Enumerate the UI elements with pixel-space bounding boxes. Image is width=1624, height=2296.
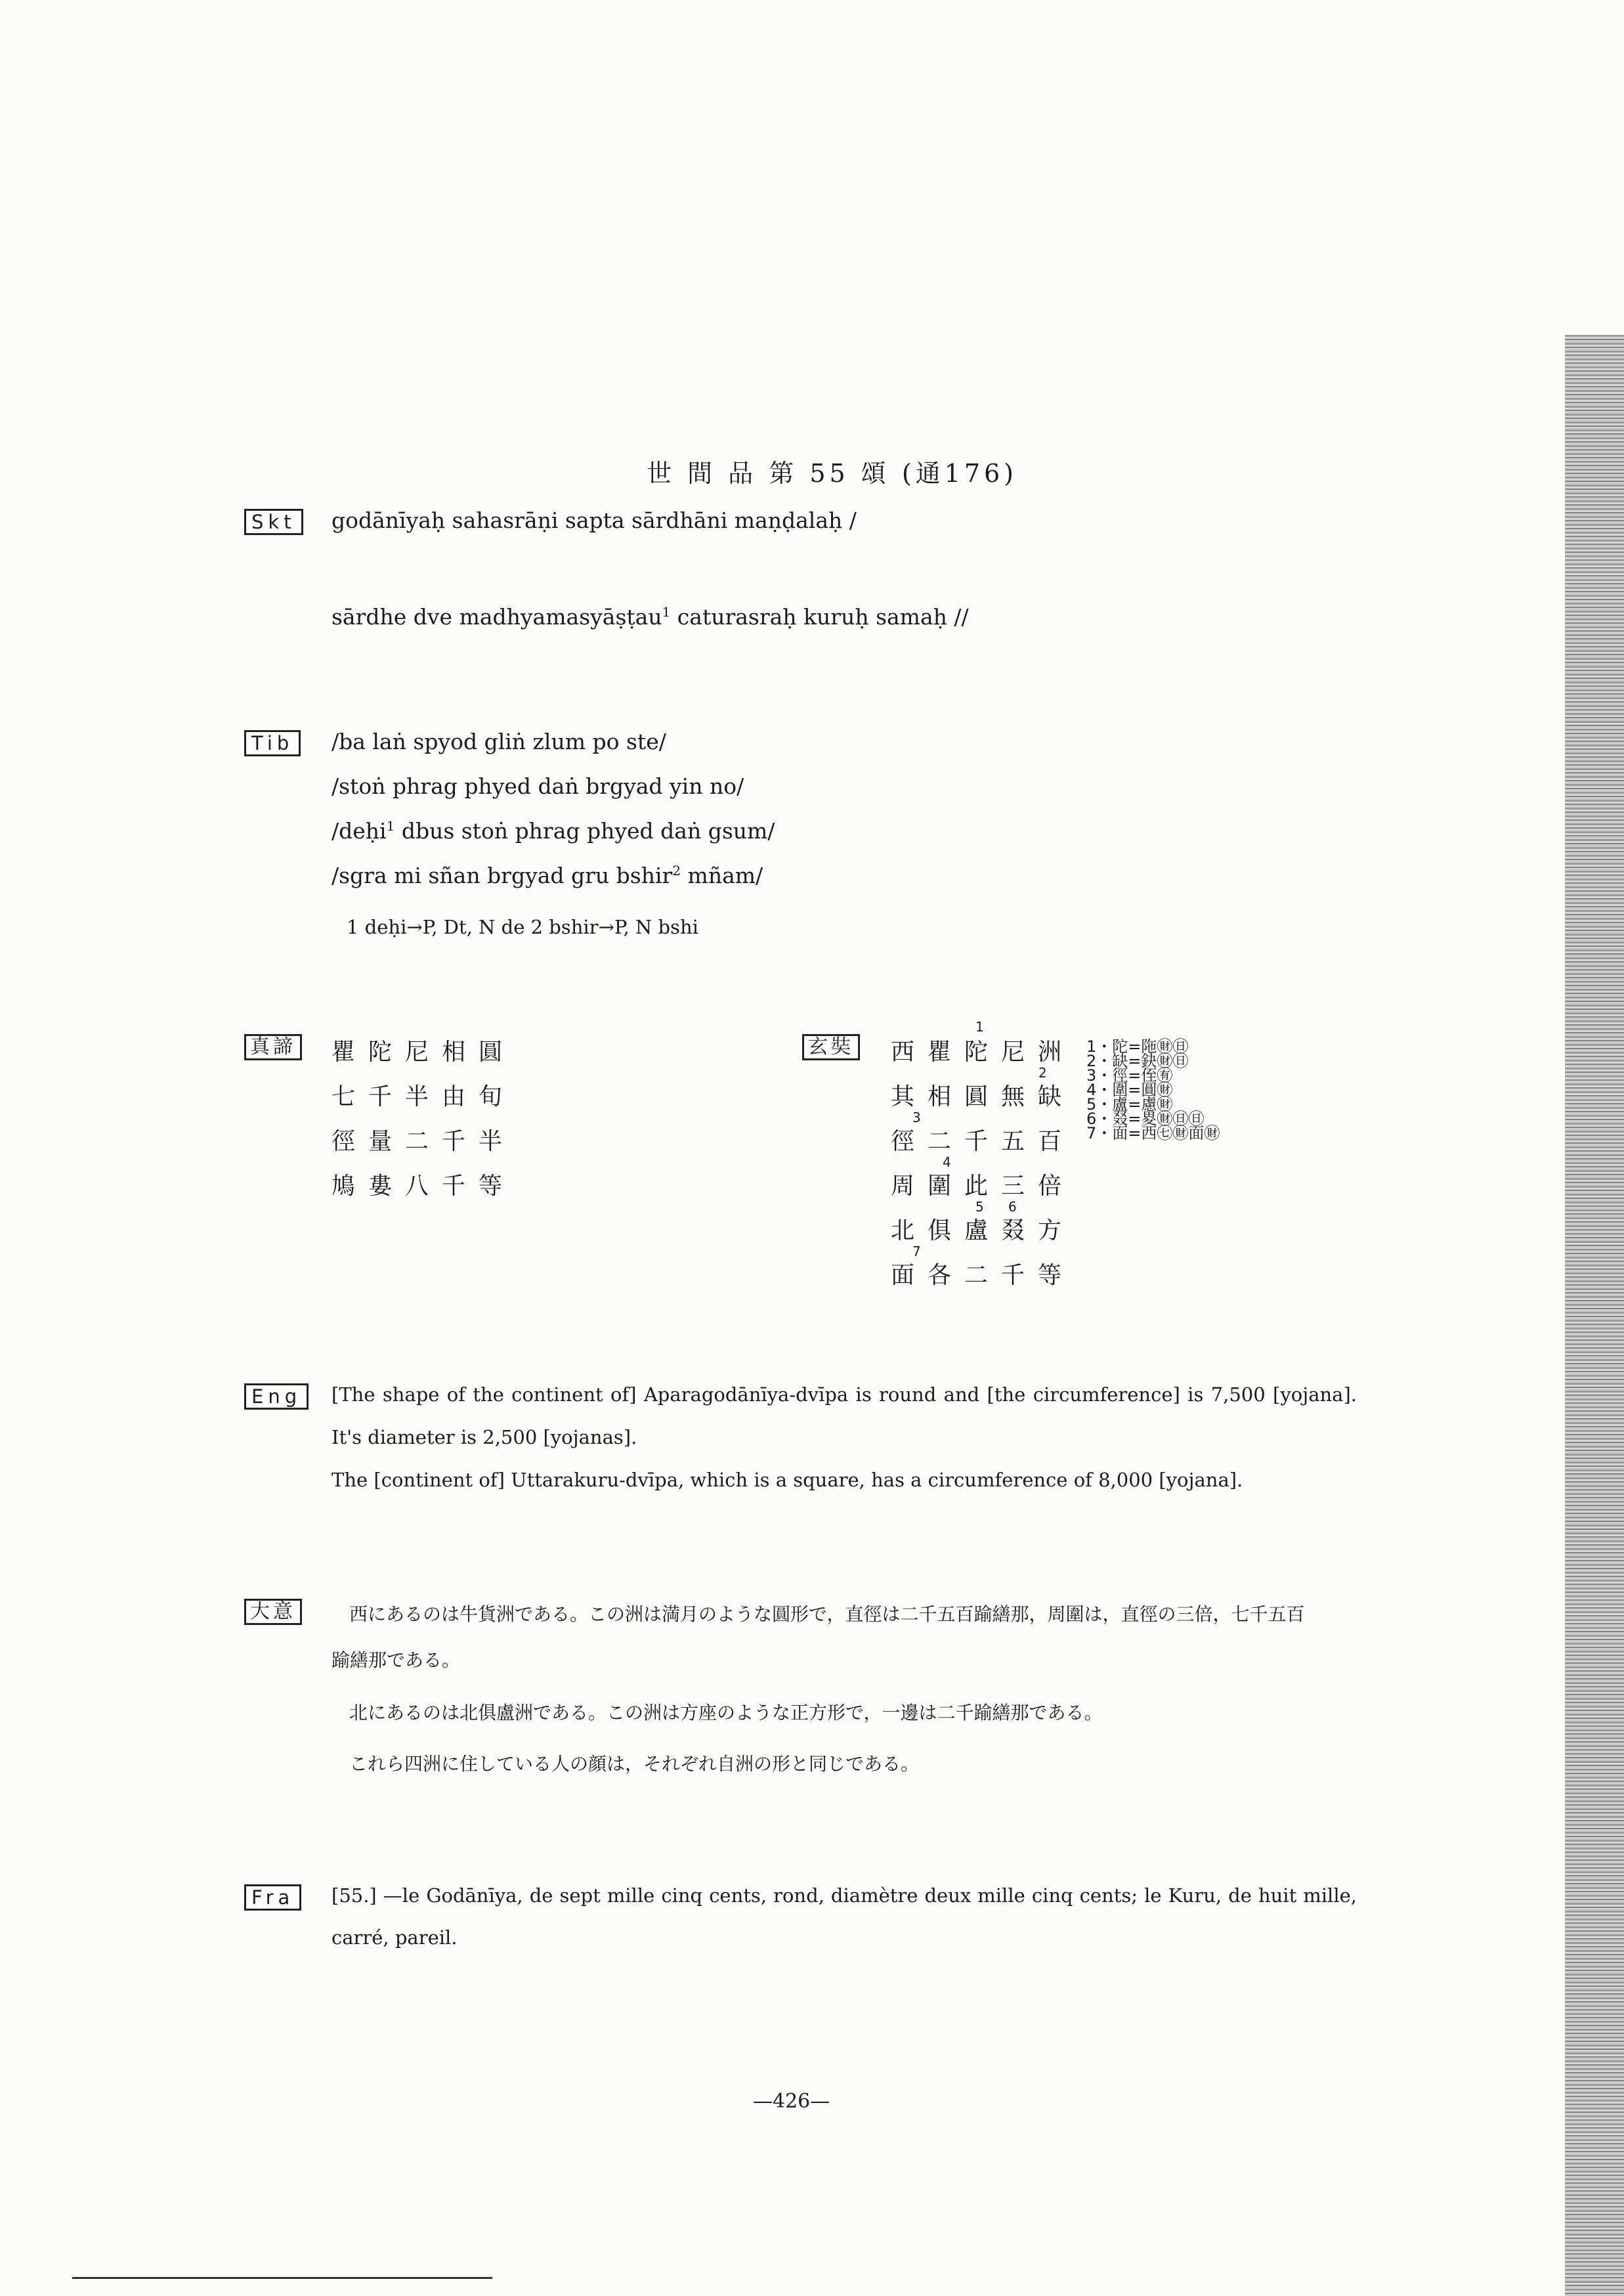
xuanzang-tag: 玄奘	[802, 1034, 860, 1060]
skt-tag: Skt	[244, 509, 303, 535]
xuanzang-mark-5: 5	[975, 1199, 984, 1215]
xuanzang-mark-7: 7	[912, 1244, 921, 1259]
eng-tag: Eng	[244, 1383, 309, 1410]
xuanzang-mark-1: 1	[975, 1019, 984, 1035]
fra-tag: Fra	[244, 1884, 301, 1911]
xuanzang-line-1: 西瞿陀尼洲	[891, 1039, 1075, 1066]
tib-line-3: /deḥi$^1$ dbus stoṅ phrag phyed daṅ gsum/	[331, 818, 775, 844]
eng-line-3: The [continent of] Uttarakuru-dvīpa, which is a square, has a circumference of 8,000 [yojana].	[331, 1469, 1243, 1491]
tib-line-2: /stoṅ phrag phyed daṅ brgyad yin no/	[331, 773, 744, 799]
tib-tag: Tib	[244, 730, 301, 756]
taii-line-1: 西にあるのは牛貨洲である。この洲は満月のような圓形で，直徑は二千五百踰繕那，周圍は，直徑の三倍，七千五百	[349, 1603, 1305, 1625]
eng-line-2: It's diameter is 2,500 [yojanas].	[331, 1426, 637, 1448]
zhendi-line-4: 鳩婁八千等	[331, 1173, 516, 1200]
tib-footnote: 1 deḥi→P, Dt, N de 2 bshir→P, N bshi	[347, 916, 698, 938]
taii-line-2: 踰繕那である。	[331, 1649, 461, 1671]
scan-edge-shadow	[1565, 335, 1624, 2296]
skt-line-1: godānīyaḥ sahasrāṇi sapta sārdhāni maṇḍalaḥ /	[331, 508, 857, 533]
taii-line-4: これら四洲に住している人の顔は，それぞれ自洲の形と同じである。	[349, 1753, 920, 1775]
xuanzang-mark-4: 4	[943, 1154, 951, 1170]
tib-line-4: /sgra mi sñan brgyad gru bshir$^2$ mñam/	[331, 863, 763, 888]
xuanzang-line-4: 周圍此三倍	[891, 1173, 1075, 1200]
zhendi-line-2: 七千半由旬	[331, 1083, 516, 1110]
taii-tag: 大意	[244, 1599, 302, 1625]
xuanzang-line-5: 北俱盧叕方	[891, 1217, 1075, 1244]
fra-line-1: [55.] —le Godānīya, de sept mille cinq cents, rond, diamètre deux mille cinq cents; le Kuru, de huit mille,	[331, 1884, 1357, 1907]
eng-line-1: [The shape of the continent of] Aparagodānīya-dvīpa is round and [the circumference] is 7,500 [yojana].	[331, 1383, 1357, 1406]
fra-line-2: carré, pareil.	[331, 1926, 458, 1949]
xuanzang-line-2: 其相圓無缺	[891, 1083, 1075, 1110]
verse-title: 世 間 品 第 55 頌 (通176)	[647, 459, 1018, 488]
xuanzang-variant-notes: 1・陀=陁㊖㊐ 2・缺=鈌㊖㊐ 3・徑=侄㊒ 4・圍=圓㊖ 5・盧=慮㊖ 6・叕=畟㊖㊐㊐ 7・面=西㊆㊖面㊖	[1086, 1037, 1220, 1142]
xuanzang-mark-3: 3	[912, 1110, 921, 1125]
bottom-rule	[72, 2277, 492, 2279]
zhendi-line-3: 徑量二千半	[331, 1128, 516, 1155]
xuanzang-line-3: 徑二千五百	[891, 1128, 1075, 1155]
xuanzang-mark-6: 6	[1008, 1199, 1017, 1215]
taii-line-3: 北にあるのは北俱盧洲である。この洲は方座のような正方形で，一邊は二千踰繕那である。	[349, 1702, 1103, 1723]
zhendi-line-1: 瞿陀尼相圓	[331, 1039, 516, 1066]
zhendi-tag: 真諦	[244, 1034, 302, 1060]
xuanzang-line-6: 面各二千等	[891, 1262, 1075, 1289]
page-number: —426—	[753, 2090, 830, 2113]
skt-line-2: sārdhe dve madhyamasyāṣṭau$^1$ caturasraḥ kuruḥ samaḥ //	[331, 604, 969, 630]
xuanzang-mark-2: 2	[1038, 1065, 1047, 1081]
tib-line-1: /ba laṅ spyod gliṅ zlum po ste/	[331, 729, 666, 754]
